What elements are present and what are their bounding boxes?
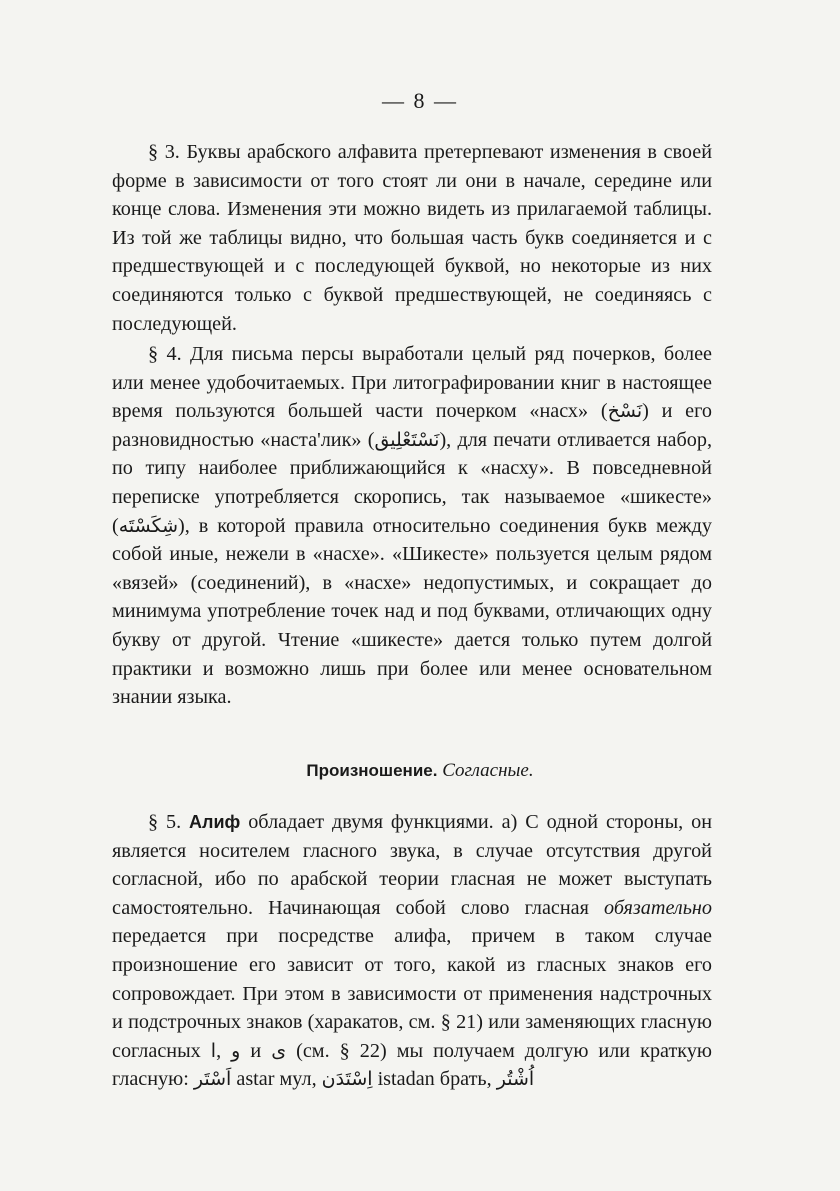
paragraph-text: ) и его разновидностью «наста'лик» (	[112, 400, 713, 451]
arabic-word-shikaste: شِكَسْتَه	[118, 514, 179, 537]
arabic-letter-waw: و	[231, 1039, 241, 1062]
paragraph-text: istadan брать,	[372, 1068, 497, 1091]
arabic-word-naskh: نَسْخ	[607, 400, 643, 423]
paragraph-section-3	[112, 138, 712, 338]
page-number-header: — 8 —	[382, 88, 458, 113]
paragraph-text: обладает двумя функциями. а) С одной стороны, он является носителем гласного звука, в случае отсутствия другой согласной, ибо по арабской теории гласная не может выступать самостоятельно. Начинающая собой слово гласная	[112, 811, 712, 919]
heading-italic: Согласные.	[442, 760, 534, 781]
arabic-word-ushtur: اُشْتُر	[496, 1068, 535, 1091]
paragraph-text: ,	[216, 1039, 232, 1062]
heading-bold: Произношение.	[306, 761, 438, 780]
paragraph-text: astar мул,	[231, 1068, 322, 1091]
paragraph-section-5	[112, 808, 712, 1094]
section-heading	[0, 760, 840, 782]
arabic-word-astar: اَسْتَر	[193, 1068, 232, 1091]
arabic-word-nastaliq: نَسْتَعْلِيق	[374, 428, 440, 451]
paragraph-section-4	[112, 340, 712, 712]
paragraph-text: (см. § 22) мы получаем долгую или краткую гласную:	[112, 1039, 712, 1091]
paragraph-text: передается при посредстве алифа, причем в таком случае произношение его зависит от того, какой из гласных знаков его сопровождает. При этом в зависимости от применения надстрочных и подстрочных знаков (харакатов, см. § 21) или заменяющих гласную согласных	[112, 925, 712, 1062]
italic-emphasis: обязательно	[604, 896, 712, 919]
arabic-letter-alif: ا	[210, 1039, 217, 1062]
paragraph-text: Буквы арабского алфавита претерпевают изменения в своей форме в зависимости от того стоят ли они в начале, середине или конце слова. Изменения эти можно видеть из прилагаемой таблицы. Из той же таблицы видно, что большая часть букв соединяется и с предшествующей и с последующей буквой, но некоторые из них соединяются только с буквой предшествующей, не соединяясь с последующей.	[112, 141, 713, 335]
section-marker: § 5.	[148, 811, 182, 833]
term-alif: Алиф	[189, 812, 241, 832]
arabic-letter-ya: ی	[271, 1039, 287, 1062]
arabic-word-istadan: اِسْتَدَن	[321, 1068, 373, 1091]
paragraph-text: ), в которой правила относительно соединения букв между собой иные, нежели в «насхе». «Шикесте» пользуется целым рядом «вязей» (соединений), в «насхе» недопустимых, и сокращает до минимума употребление точек над и под буквами, отличающих одну букву от другой. Чтение «шикесте» дается только путем долгой практики и возможно лишь при более или менее основательном знании языка.	[112, 514, 712, 709]
paragraph-text: ), для печати отливается набор, по типу наиболее приближающийся к «насху». В повседневной переписке употребляется скоропись, так называемое «шикесте» (	[112, 428, 712, 537]
section-marker: § 4.	[148, 343, 182, 365]
section-marker: § 3.	[148, 141, 180, 163]
paragraph-text: Для письма персы выработали целый ряд почерков, более или менее удобочитаемых. При литографировании книг в настоящее время пользуются большей части почерком «насх» (	[112, 343, 713, 423]
paragraph-text: и	[240, 1039, 272, 1062]
